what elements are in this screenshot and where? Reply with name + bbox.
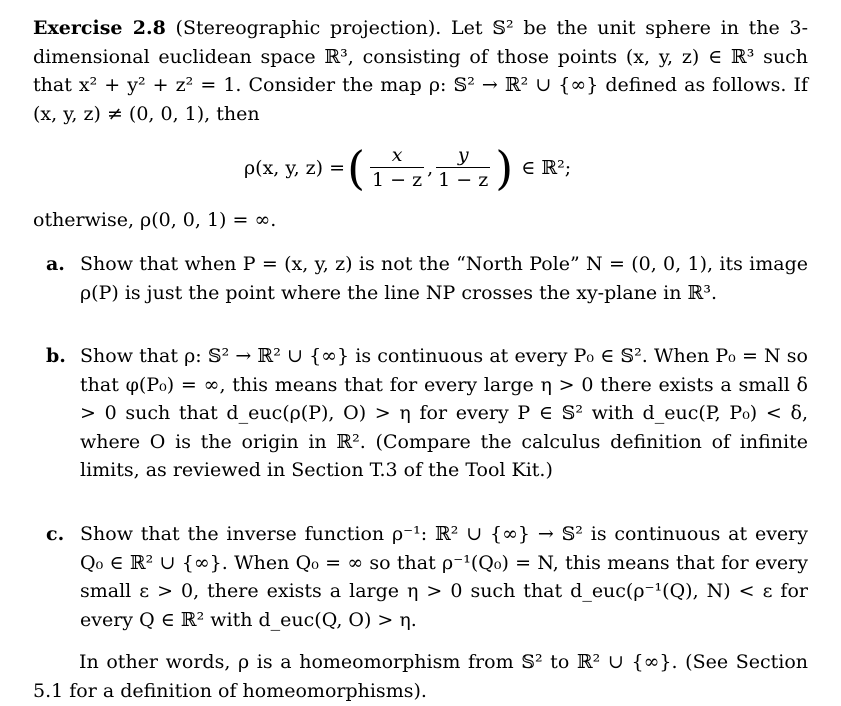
item-label-b: b. — [46, 345, 66, 367]
equation-open-paren: ( — [347, 141, 366, 195]
equation-close-paren: ) — [495, 141, 514, 195]
fraction-x — [370, 146, 424, 190]
item-text-c: Show that the inverse function ρ⁻¹: ℝ² ∪ {∞} → 𝕊² is continuous at every Q₀ ∈ ℝ² ∪ {∞}. When Q₀ = ∞ so that ρ⁻¹(Q₀) = N, this means that for every small ε > 0, there exists a large η > 0 such that d_euc(ρ⁻¹(Q), N) < ε for every Q ∈ ℝ² with d_euc(Q, O) > η. — [80, 523, 808, 631]
list-item-b — [46, 342, 808, 485]
equation-lhs: ρ(x, y, z) = — [244, 156, 346, 179]
closing-paragraph: In other words, ρ is a homeomorphism from 𝕊² to ℝ² ∪ {∞}. (See Section 5.1 for a definition of homeomorphisms). — [33, 651, 808, 702]
list-item-c — [46, 520, 808, 634]
exercise-intro-text: (Stereographic projection). Let 𝕊² be the unit sphere in the 3-dimensional euclidean space ℝ³, consisting of those points (x, y, z) ∈ ℝ³ such that x² + y² + z² = 1. Consider the map ρ: 𝕊² → ℝ² ∪ {∞} defined as follows. If (x, y, z) ≠ (0, 0, 1), then — [33, 17, 809, 125]
equation-rhs: ∈ ℝ²; — [521, 156, 572, 179]
fraction-x-numerator: x — [391, 144, 403, 166]
item-text-a: Show that when P = (x, y, z) is not the “North Pole” N = (0, 0, 1), its image ρ(P) is just the point where the line NP crosses the xy-plane in ℝ³. — [80, 253, 808, 304]
otherwise-line: otherwise, ρ(0, 0, 1) = ∞. — [33, 209, 277, 231]
fraction-x-denominator: 1 − z — [372, 169, 423, 191]
exercise-heading: Exercise 2.8 — [33, 17, 166, 39]
item-label-c: c. — [46, 523, 65, 545]
projection-equation — [244, 136, 571, 200]
fraction-y-numerator: y — [457, 144, 469, 166]
fraction-y — [436, 146, 490, 190]
item-text-b: Show that ρ: 𝕊² → ℝ² ∪ {∞} is continuous at every P₀ ∈ 𝕊². When P₀ = N so that φ(P₀) = ∞, this means that for every large η > 0 there exists a small δ > 0 such that d_euc(ρ(P), O) > η for every P ∈ 𝕊² with d_euc(P, P₀) < δ, where O is the origin in ℝ². (Compare the calculus definition of infinite limits, as reviewed in Section T.3 of the Tool Kit.) — [80, 345, 808, 481]
list-item-a — [46, 250, 808, 307]
equation-comma: , — [427, 156, 434, 179]
item-label-a: a. — [46, 253, 65, 275]
exercise-intro-paragraph — [33, 14, 808, 128]
fraction-y-denominator: 1 − z — [438, 169, 489, 191]
